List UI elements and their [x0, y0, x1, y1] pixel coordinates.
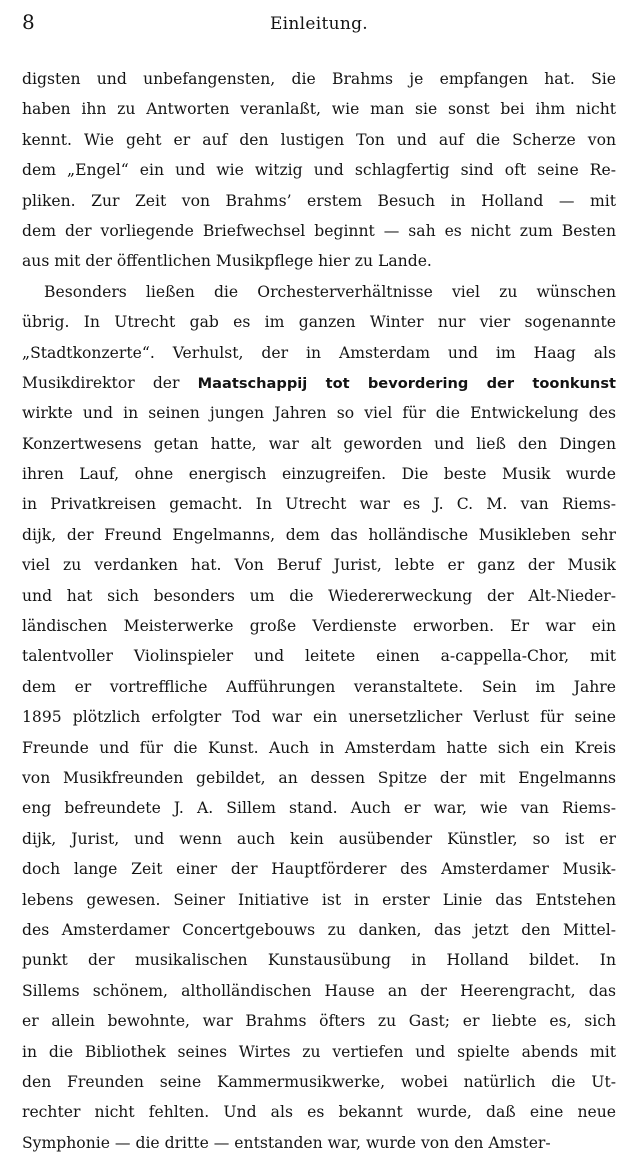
- text-line: viel zu verdanken hat. Von Beruf Jurist, lebte er ganz der Musik: [22, 556, 616, 575]
- text-line: übrig. In Utrecht gab es im ganzen Winter nur vier sogenannte: [22, 313, 616, 332]
- page-number: 8: [22, 10, 35, 34]
- text-line: ihren Lauf, ohne energisch einzugreifen. Die beste Musik wurde: [22, 465, 616, 484]
- text-line: doch lange Zeit einer der Hauptförderer des Amsterdamer Musik-: [22, 860, 616, 879]
- text-line: ländischen Meisterwerke große Verdienste erworben. Er war ein: [22, 617, 616, 636]
- text-line: rechter nicht fehlten. Und als es bekannt wurde, daß eine neue: [22, 1103, 616, 1122]
- text-line: Symphonie — die dritte — entstanden war, wurde von den Amster-: [22, 1133, 551, 1152]
- text-line: dem er vortreffliche Aufführungen veranstaltete. Sein im Jahre: [22, 677, 616, 696]
- text-line: des Amsterdamer Concertgebouws zu danken, das jetzt den Mittel-: [22, 920, 616, 939]
- text-line: „Stadtkonzerte“. Verhulst, der in Amsterdam und im Haag als: [22, 343, 616, 362]
- text-line: lebens gewesen. Seiner Initiative ist in erster Linie das Entstehen: [22, 890, 616, 909]
- text-line: Musikdirektor der Maatschappij tot bevordering der toonkunst: [22, 373, 616, 392]
- text-line: Konzertwesens getan hatte, war alt geworden und ließ den Dingen: [22, 434, 616, 453]
- paragraph: [22, 64, 616, 277]
- text-line: digsten und unbefangensten, die Brahms je empfangen hat. Sie: [22, 70, 616, 88]
- text-line: kennt. Wie geht er auf den lustigen Ton und auf die Scherze von: [22, 130, 616, 149]
- text-line: dem der vorliegende Briefwechsel beginnt — sah es nicht zum Besten: [22, 221, 616, 240]
- text-line: er allein bewohnte, war Brahms öfters zu Gast; er liebte es, sich: [22, 1012, 616, 1031]
- text-line: Besonders ließen die Orchesterverhältnisse viel zu wünschen: [44, 282, 616, 301]
- text-line: eng befreundete J. A. Sillem stand. Auch er war, wie van Riems-: [22, 799, 616, 818]
- text-line: Freunde und für die Kunst. Auch in Amsterdam hatte sich ein Kreis: [22, 738, 616, 757]
- text-line: dijk, Jurist, und wenn auch kein ausübender Künstler, so ist er: [22, 829, 616, 848]
- running-title: Einleitung.: [269, 14, 369, 34]
- text-line: punkt der musikalischen Kunstausübung in Holland bildet. In: [22, 951, 616, 970]
- text-line: in die Bibliothek seines Wirtes zu vertiefen und spielte abends mit: [22, 1042, 616, 1061]
- text-line: aus mit der öffentlichen Musikpflege hier zu Lande.: [22, 252, 432, 271]
- text-line: 1895 plötzlich erfolgter Tod war ein unersetzlicher Verlust für seine: [22, 708, 616, 727]
- body-text: [22, 64, 616, 1158]
- text-line: und hat sich besonders um die Wiedererweckung der Alt-Nieder-: [22, 586, 616, 605]
- text-line: von Musikfreunden gebildet, an dessen Spitze der mit Engelmanns: [22, 768, 616, 787]
- text-line: den Freunden seine Kammermusikwerke, wobei natürlich die Ut-: [22, 1072, 616, 1091]
- text-line: pliken. Zur Zeit von Brahms’ erstem Besuch in Holland — mit: [22, 191, 616, 210]
- text-line: haben ihn zu Antworten veranlaßt, wie man sie sonst bei ihm nicht: [22, 100, 616, 119]
- text-line: in Privatkreisen gemacht. In Utrecht war es J. C. M. van Riems-: [22, 495, 616, 514]
- text-line: dijk, der Freund Engelmanns, dem das holländische Musikleben sehr: [22, 525, 616, 544]
- text-line: wirkte und in seinen jungen Jahren so viel für die Entwickelung des: [22, 404, 616, 423]
- text-line: dem „Engel“ ein und wie witzig und schlagfertig sind oft seine Re-: [22, 161, 616, 180]
- running-header: [22, 0, 616, 40]
- text-line: talentvoller Violinspieler und leitete einen a-cappella-Chor, mit: [22, 647, 616, 666]
- paragraph: [22, 277, 616, 1158]
- text-line: Sillems schönem, altholländischen Hause an der Heerengracht, das: [22, 981, 616, 1000]
